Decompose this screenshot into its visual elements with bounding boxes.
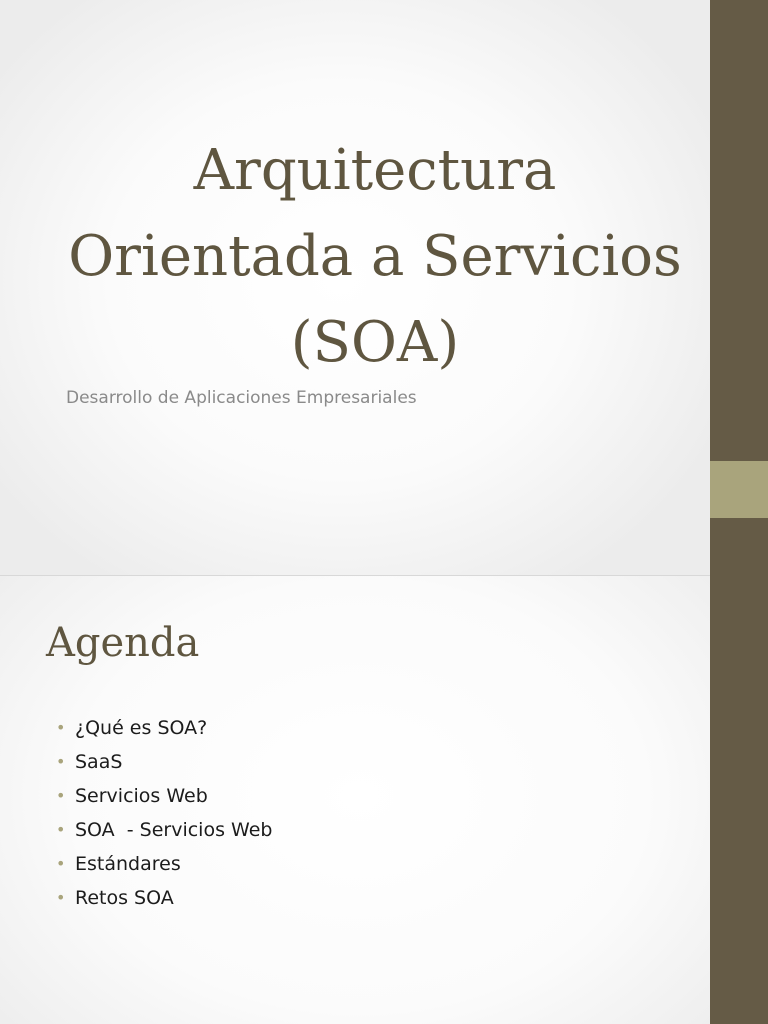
side-accent [710, 461, 768, 518]
bullet-icon: • [56, 786, 66, 805]
agenda-item [56, 748, 272, 782]
agenda-list [56, 714, 272, 918]
agenda-slide [0, 576, 768, 1024]
agenda-item-text: ¿Qué es SOA? [75, 717, 208, 739]
agenda-item [56, 816, 272, 850]
title-line: Arquitectura [193, 138, 557, 203]
agenda-item [56, 850, 272, 884]
agenda-heading: Agenda [46, 620, 200, 666]
bullet-icon: • [56, 752, 66, 771]
title-line: Orientada a Servicios [68, 224, 682, 289]
agenda-item-text: Servicios Web [75, 785, 208, 807]
agenda-item-text: SOA - Servicios Web [75, 819, 273, 841]
agenda-item-text: SaaS [75, 751, 123, 773]
agenda-item [56, 714, 272, 748]
slide-subtitle: Desarrollo de Aplicaciones Empresariales [66, 388, 417, 408]
agenda-item-text: Estándares [75, 853, 181, 875]
bullet-icon: • [56, 888, 66, 907]
agenda-item-text: Retos SOA [75, 887, 174, 909]
title-line: (SOA) [290, 310, 460, 375]
bullet-icon: • [56, 820, 66, 839]
slide-title [20, 128, 730, 386]
bullet-icon: • [56, 854, 66, 873]
agenda-item [56, 884, 272, 918]
agenda-item [56, 782, 272, 816]
bullet-icon: • [56, 718, 66, 737]
